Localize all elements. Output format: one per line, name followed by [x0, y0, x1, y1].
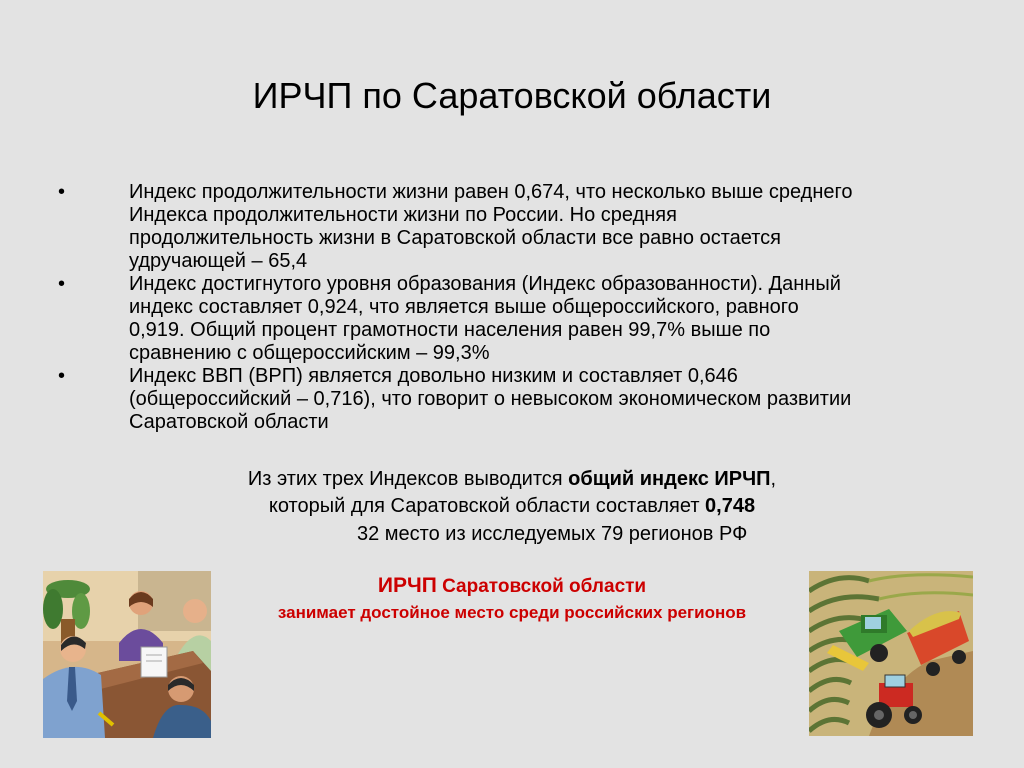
bullet-marker: • — [58, 181, 66, 203]
bullet-line: Индекс ВВП (ВРП) является довольно низким и составляет 0,646 — [129, 365, 738, 387]
bullet-line: (общероссийский – 0,716), что говорит о невысоком экономическом развитии — [129, 388, 852, 410]
bullet-marker: • — [58, 273, 66, 295]
bullet-line: Индекс продолжительности жизни равен 0,674, что несколько выше среднего — [129, 181, 853, 203]
bullet-line: Индекс достигнутого уровня образования (Индекс образованности). Данный — [129, 273, 841, 295]
bullet-line: 0,919. Общий процент грамотности населения равен 99,7% выше по — [129, 319, 771, 341]
harvest-illustration — [809, 571, 973, 736]
summary-text: Из этих трех Индексов выводится — [247, 468, 569, 490]
bullet-item-education-index — [58, 273, 958, 365]
highlight-line-2: занимает достойное место среди российских регионов — [277, 603, 747, 622]
summary-bold-value: 0,748 — [705, 495, 756, 517]
meeting-illustration — [43, 571, 211, 738]
summary-line-1 — [0, 466, 1024, 493]
bullet-line: индекс составляет 0,924, что является выше общероссийского, равного — [129, 296, 799, 318]
bullet-line: удручающей – 65,4 — [129, 250, 308, 272]
meeting-clipart — [43, 571, 211, 738]
bullet-line: Саратовской области — [129, 411, 329, 433]
bullet-line: сравнению с общероссийским – 99,3% — [129, 342, 490, 364]
bullet-line: Индекса продолжительности жизни по России. Но средняя — [129, 204, 677, 226]
slide-title: ИРЧП по Саратовской области — [252, 75, 772, 116]
bullet-list — [58, 181, 958, 434]
highlight-acronym: ИРЧП — [377, 574, 437, 597]
bullet-line: продолжительность жизни в Саратовской области все равно остается — [129, 227, 782, 249]
bullet-item-life-index — [58, 181, 958, 273]
harvest-clipart — [809, 571, 973, 736]
bullet-marker: • — [58, 365, 66, 387]
summary-line-3: 32 место из исследуемых 79 регионов РФ — [357, 523, 748, 545]
summary-bold-term: общий индекс ИРЧП — [568, 468, 771, 490]
summary-line-2 — [0, 493, 1024, 520]
highlight-text: Саратовской области — [436, 576, 647, 597]
bullet-item-gdp-index — [58, 365, 958, 434]
summary-text: который для Саратовской области составляет — [268, 495, 706, 517]
summary-text: , — [770, 468, 777, 490]
